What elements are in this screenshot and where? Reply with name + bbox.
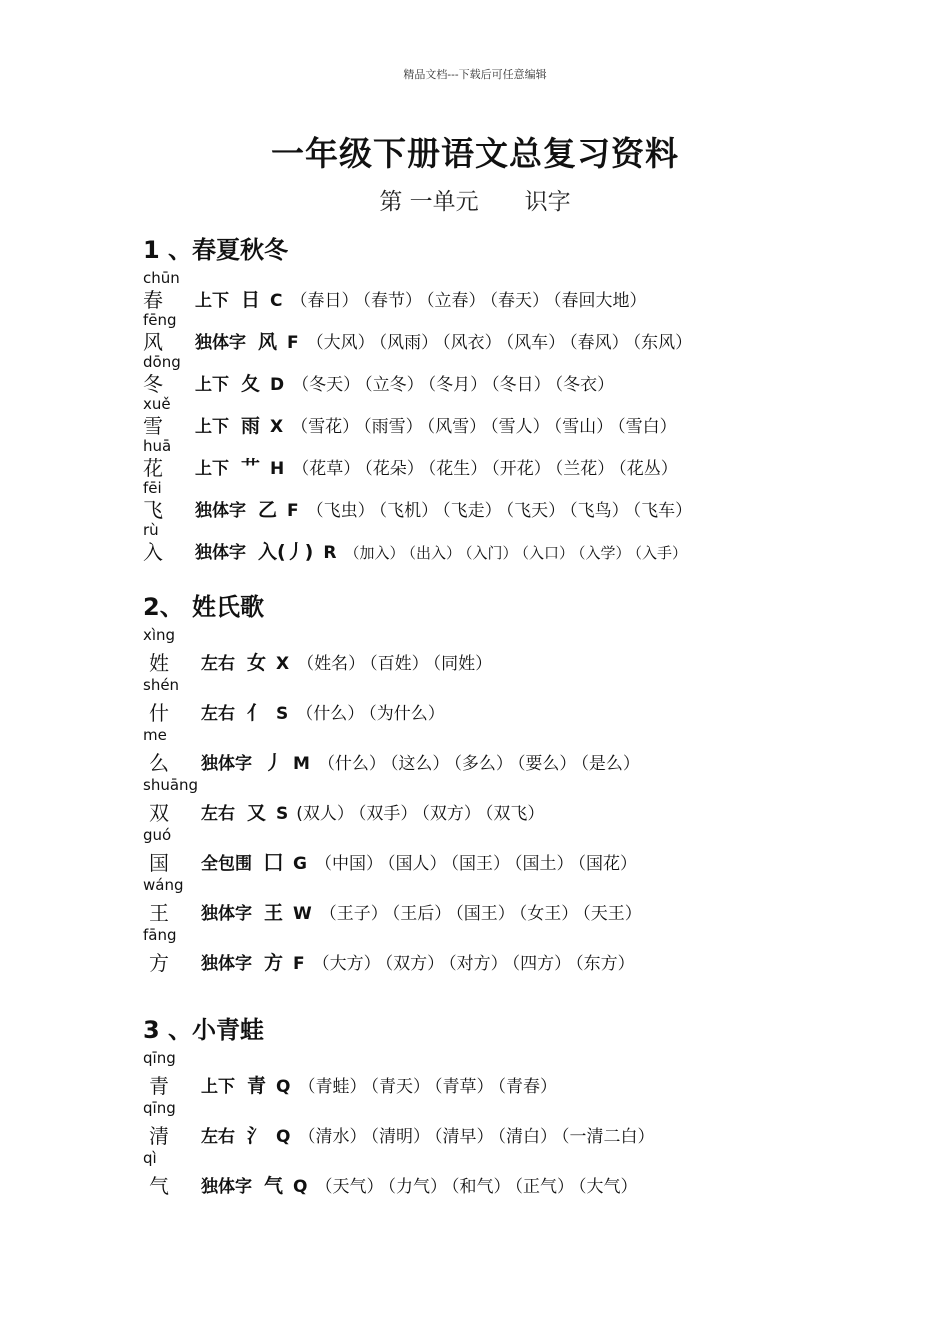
word-example: （和气） [450, 1177, 511, 1197]
word-example: （冬天） [292, 375, 361, 395]
word-example: （飞走） [442, 501, 502, 521]
word-example: （花草） [292, 459, 361, 479]
pinyin: xuě [143, 395, 171, 413]
word-example: （开花） [491, 459, 551, 479]
word-example: （清明） [370, 1127, 430, 1147]
radical: 艹 [241, 457, 261, 479]
word-example: （春天） [489, 291, 549, 311]
radical: 日 [241, 289, 261, 311]
structure-type: 独体字 [201, 904, 252, 924]
word-example: （这么） [389, 754, 450, 774]
word-example: （双方） [384, 954, 445, 974]
character: 清 [149, 1124, 169, 1148]
word-example: （四方） [511, 954, 572, 974]
word-example: （雪花） [291, 417, 360, 437]
pinyin: dōng [143, 353, 181, 371]
character: 青 [149, 1074, 169, 1098]
entry-details [195, 414, 681, 438]
word-example: （春日） [290, 291, 359, 311]
radical: 乙 [258, 499, 278, 521]
character: 什 [149, 701, 169, 725]
word-example: （清水） [298, 1127, 367, 1147]
character: 姓 [149, 651, 169, 675]
word-example: （入手） [634, 544, 688, 562]
entry-details [195, 372, 618, 396]
section-title: 3 、小青蛙 [143, 1016, 265, 1044]
radical: 风 [258, 331, 278, 353]
structure-type: 左右 [201, 654, 235, 674]
word-example: （风雨） [378, 333, 439, 353]
initial-letter: G [293, 854, 307, 874]
word-example: （青春） [497, 1077, 557, 1097]
word-example: （青草） [433, 1077, 494, 1097]
word-example: （什么） [317, 754, 386, 774]
structure-type: 上下 [195, 417, 229, 437]
word-example: （为什么） [368, 704, 445, 724]
radical: 王 [264, 902, 284, 924]
word-example: （天气） [315, 1177, 384, 1197]
pinyin: qì [143, 1149, 157, 1167]
character: 冬 [143, 372, 163, 396]
word-example: （飞机） [378, 501, 439, 521]
pinyin: xìng [143, 626, 176, 644]
initial-letter: F [287, 333, 299, 353]
structure-type: 左右 [201, 704, 235, 724]
radical: 氵 [247, 1125, 267, 1147]
entry-details [201, 651, 496, 675]
word-example: （花丛） [618, 459, 678, 479]
word-example: （天王） [582, 904, 642, 924]
word-example: （正气） [514, 1177, 574, 1197]
entry-details [201, 701, 449, 725]
word-example: （青天） [370, 1077, 430, 1097]
character-entry [143, 354, 923, 396]
character-entry [143, 877, 923, 927]
initial-letter: H [270, 459, 285, 479]
initial-letter: W [293, 904, 312, 924]
word-example: （冬月） [427, 375, 488, 395]
word-example: （王后） [391, 904, 452, 924]
unit-topic: 识字 [524, 189, 571, 215]
character: 春 [143, 288, 163, 312]
word-example: （大方） [312, 954, 381, 974]
character-entry [143, 827, 923, 877]
word-example: （一清二白） [560, 1127, 655, 1147]
word-example: （双飞） [484, 804, 545, 824]
initial-letter: X [270, 417, 284, 437]
structure-type: 独体字 [201, 1177, 252, 1197]
word-example: （春节） [362, 291, 422, 311]
structure-type: 独体字 [195, 501, 246, 521]
initial-letter: F [293, 954, 305, 974]
structure-type: 左右 [201, 804, 235, 824]
radical: 青 [247, 1075, 267, 1097]
word-example: （什么） [296, 704, 365, 724]
character-entry [143, 1150, 923, 1200]
structure-type: 全包围 [201, 854, 252, 874]
word-example: （国王） [455, 904, 515, 924]
initial-letter: F [287, 501, 299, 521]
word-example: （飞虫） [306, 501, 375, 521]
character: 方 [149, 951, 169, 975]
structure-type: 独体字 [195, 333, 246, 353]
word-example: （风雪） [426, 417, 487, 437]
word-example: （东风） [632, 333, 693, 353]
structure-type: 独体字 [201, 754, 252, 774]
pinyin: fēng [143, 311, 177, 329]
word-example: （入学） [578, 544, 631, 562]
word-example: （入门） [465, 544, 518, 562]
structure-type: 上下 [195, 375, 229, 395]
character-entry [143, 270, 923, 312]
word-example: （春风） [569, 333, 629, 353]
radical: 囗 [264, 852, 284, 874]
pinyin: wáng [143, 876, 184, 894]
word-example: （加入） [344, 544, 405, 562]
word-example: （国人） [386, 854, 447, 874]
initial-letter: S [276, 704, 289, 724]
word-example: （国王） [450, 854, 510, 874]
character-entry [143, 1050, 923, 1100]
entry-details [195, 330, 696, 354]
character-entry [143, 522, 923, 564]
radical: 女 [247, 652, 267, 674]
word-example: （青蛙） [298, 1077, 367, 1097]
word-example: （立冬） [364, 375, 424, 395]
pinyin: me [143, 726, 167, 744]
word-example: （飞鸟） [569, 501, 629, 521]
character: 国 [149, 851, 169, 875]
character-entry [143, 777, 923, 827]
word-example: （飞车） [632, 501, 693, 521]
word-example: （风车） [505, 333, 566, 353]
character-entry [143, 627, 923, 677]
initial-letter: R [323, 543, 337, 563]
word-example: （大风） [306, 333, 375, 353]
pinyin: chūn [143, 269, 180, 287]
structure-type: 上下 [195, 291, 229, 311]
word-example: （雪山） [553, 417, 614, 437]
initial-letter: D [270, 375, 285, 395]
word-example: （双手） [357, 804, 418, 824]
word-example: （风衣） [442, 333, 502, 353]
structure-type: 上下 [201, 1077, 235, 1097]
header-note: 精品文档---下载后可任意编辑 [403, 68, 547, 81]
word-example: （是么） [580, 754, 640, 774]
character-entry [143, 927, 923, 977]
word-example: （中国） [314, 854, 383, 874]
word-example: （雪白） [617, 417, 677, 437]
unit-label: 第 一单元 [379, 189, 479, 215]
word-example: （冬衣） [554, 375, 615, 395]
section-1 [143, 230, 923, 564]
entry-details [195, 288, 651, 312]
structure-type: 独体字 [195, 543, 246, 563]
character: 气 [149, 1174, 169, 1198]
character: 么 [149, 751, 169, 775]
word-example: （要么） [516, 754, 577, 774]
section-title: 1 、春夏秋冬 [143, 236, 289, 264]
entry-details [201, 951, 639, 975]
initial-letter: X [276, 654, 290, 674]
unit-heading [0, 183, 950, 216]
character-entry [143, 438, 923, 480]
section-2 [143, 587, 923, 977]
radical: 雨 [241, 415, 261, 437]
word-example: （多么） [453, 754, 513, 774]
word-example: （冬日） [491, 375, 551, 395]
word-example: （王子） [319, 904, 388, 924]
radical: 亻 [247, 702, 267, 724]
entry-details [201, 751, 644, 775]
entry-details [201, 901, 646, 925]
character: 风 [143, 330, 163, 354]
initial-letter: Q [276, 1127, 291, 1147]
document-title: 一年级下册语文总复习资料 [271, 134, 679, 173]
radical: 方 [264, 952, 284, 974]
entry-details [201, 851, 641, 875]
pinyin: shuāng [143, 776, 199, 794]
character: 入 [143, 540, 163, 564]
word-example: (双人） [296, 804, 354, 824]
character: 双 [149, 801, 169, 825]
pinyin: qīng [143, 1049, 176, 1067]
word-example: （兰花） [554, 459, 615, 479]
word-example: （飞天） [505, 501, 566, 521]
pinyin: fēi [143, 479, 162, 497]
character-entry [143, 312, 923, 354]
radical: 入(丿) [258, 541, 314, 563]
word-example: （东方） [575, 954, 635, 974]
word-example: （雨雪） [363, 417, 423, 437]
character: 雪 [143, 414, 163, 438]
character: 花 [143, 456, 163, 480]
word-example: （清白） [497, 1127, 557, 1147]
pinyin: rù [143, 521, 159, 539]
character: 飞 [143, 498, 163, 522]
word-example: （国花） [577, 854, 637, 874]
character-entry [143, 677, 923, 727]
pinyin: shén [143, 676, 180, 694]
word-example: （出入） [408, 544, 461, 562]
entry-details [201, 1174, 641, 1198]
word-example: （春回大地） [553, 291, 647, 311]
initial-letter: S [276, 804, 289, 824]
word-example: （百姓） [369, 654, 429, 674]
word-example: （清早） [433, 1127, 494, 1147]
word-example: （花生） [427, 459, 488, 479]
entry-details [195, 540, 691, 564]
word-example: （姓名） [297, 654, 366, 674]
pinyin: guó [143, 826, 172, 844]
word-example: （双方） [421, 804, 481, 824]
character-entry [143, 1100, 923, 1150]
word-example: （入口） [521, 544, 575, 562]
word-example: （雪人） [490, 417, 550, 437]
pinyin: huā [143, 437, 172, 455]
entry-details [201, 1124, 658, 1148]
structure-type: 独体字 [201, 954, 252, 974]
character: 王 [149, 901, 169, 925]
entry-details [195, 456, 682, 480]
radical: 气 [264, 1175, 284, 1197]
entry-details [201, 1074, 561, 1098]
initial-letter: C [270, 291, 283, 311]
word-example: （女王） [518, 904, 579, 924]
section-3 [143, 1010, 923, 1200]
word-example: （同姓） [432, 654, 493, 674]
word-example: （大气） [577, 1177, 638, 1197]
pinyin: fāng [143, 926, 177, 944]
section-title: 2、 姓氏歌 [143, 593, 265, 621]
word-example: （立春） [426, 291, 486, 311]
word-example: （花朵） [364, 459, 424, 479]
initial-letter: M [293, 754, 310, 774]
structure-type: 上下 [195, 459, 229, 479]
radical: 夂 [241, 373, 261, 395]
word-example: （国土） [513, 854, 574, 874]
structure-type: 左右 [201, 1127, 235, 1147]
radical: 又 [247, 802, 267, 824]
entry-details [201, 801, 548, 825]
initial-letter: Q [293, 1177, 308, 1197]
initial-letter: Q [276, 1077, 291, 1097]
pinyin: qīng [143, 1099, 176, 1117]
character-entry [143, 396, 923, 438]
character-entry [143, 727, 923, 777]
radical: 丿 [264, 752, 284, 774]
character-entry [143, 480, 923, 522]
word-example: （力气） [387, 1177, 447, 1197]
word-example: （对方） [448, 954, 508, 974]
entry-details [195, 498, 696, 522]
